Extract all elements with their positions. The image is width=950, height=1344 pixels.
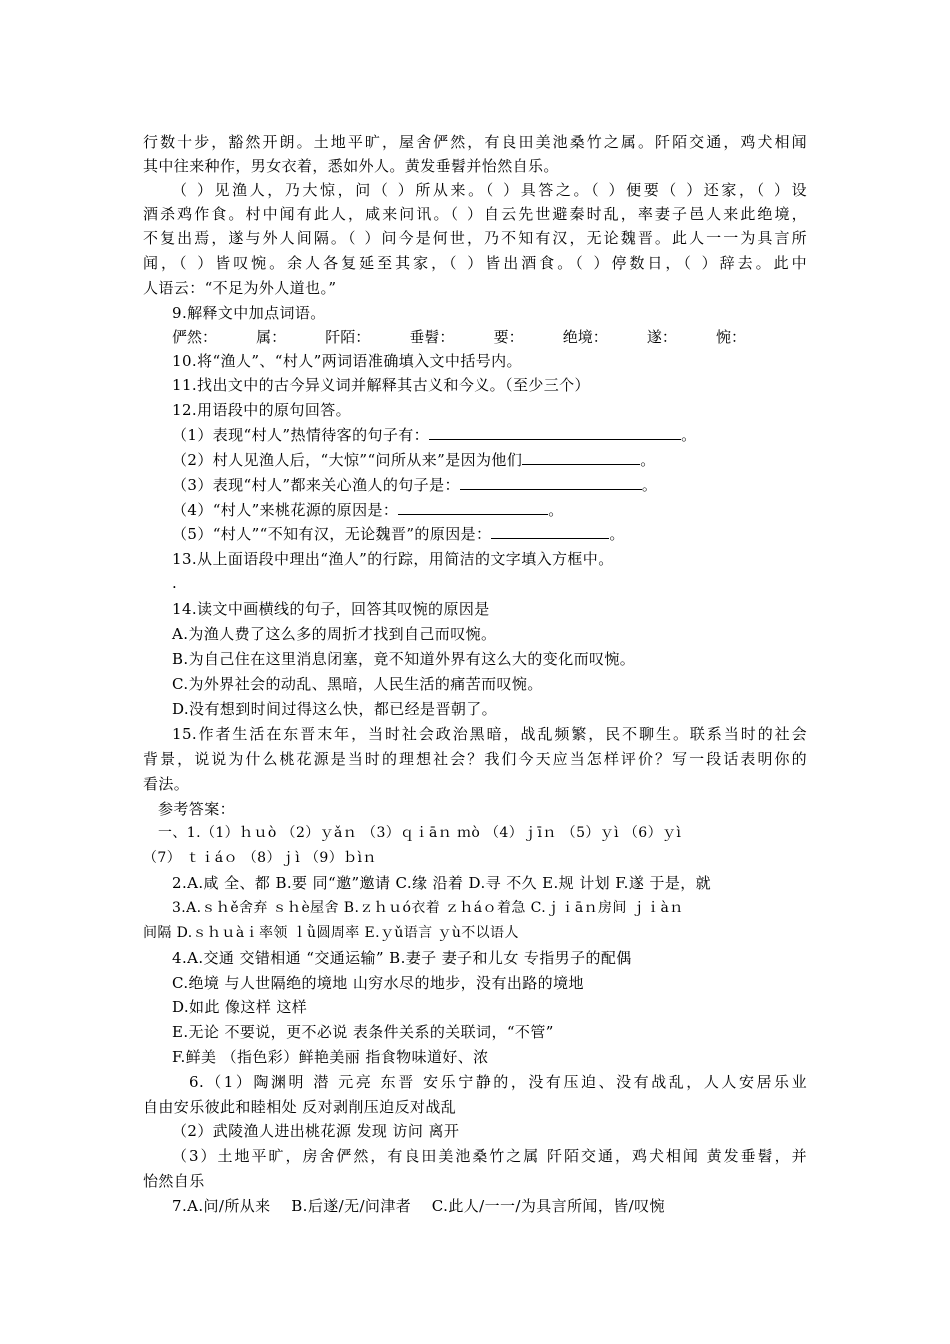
question-15: 背景，说说为什么桃花源是当时的理想社会？我们今天应当怎样评价？写一段话表明你的 <box>143 750 807 768</box>
item-end: 。 <box>609 525 625 543</box>
word-item: 绝境： <box>562 328 608 346</box>
answer-line: （3）土地平旷，房舍俨然，有良田美池桑竹之属 阡陌交通，鸡犬相闻 黄发垂髫，并 <box>172 1147 807 1165</box>
item-text: （4）“村人”来桃花源的原因是： <box>172 501 399 519</box>
answer-line: D.如此 像这样 这样 <box>172 998 308 1016</box>
passage-line: 行数十步，豁然开朗。土地平旷，屋舍俨然，有良田美池桑竹之属。阡陌交通，鸡犬相闻 <box>143 133 807 151</box>
passage-line: 酒杀鸡作食。村中闻有此人，咸来问讯。（ ）自云先世避秦时乱，率妻子邑人来此绝境， <box>143 205 807 223</box>
question-10: 10.将“渔人”、“村人”两词语准确填入文中括号内。 <box>172 352 522 370</box>
word-item: 属： <box>256 328 287 346</box>
answers-title: 参考答案： <box>158 800 236 818</box>
option-a: A.为渔人费了这么多的周折才找到自己而叹惋。 <box>172 625 497 643</box>
question-15: 15.作者生活在东晋末年，当时社会政治黑暗，战乱频繁，民不聊生。联系当时的社会 <box>172 725 807 743</box>
answer-line: 间隔 D.ｓｈｕàｉ率领 ｌǜ圆周率 E.ｙǔ语言 ｙù不以语人 <box>143 925 519 941</box>
answer-line: 7.A.问/所从来 B.后遂/无/问津者 C.此人/一一/为具言所闻，皆/叹惋 <box>172 1197 665 1215</box>
answer-line: 怡然自乐 <box>143 1172 205 1190</box>
answer-blank[interactable] <box>429 425 681 440</box>
option-b: B.为自己住在这里消息闭塞，竟不知道外界有这么大的变化而叹惋。 <box>172 650 636 668</box>
item-text: （5）“村人”“不知有汉，无论魏晋”的原因是： <box>172 525 492 543</box>
question-15: 看法。 <box>143 775 190 793</box>
item-end: 。 <box>548 501 564 519</box>
answer-line: 一、1.（1）ｈｕò （2）ｙǎｎ （3）ｑｉāｎ ｍò （4）ｊīｎ （5）ｙì （6）ｙì <box>158 825 682 841</box>
word-item: 遂： <box>646 328 677 346</box>
passage-line: 其中往来种作，男女衣着，悉如外人。黄发垂髫并怡然自乐。 <box>143 157 559 175</box>
question-12-item <box>172 475 657 495</box>
passage-line: 闻，（ ）皆叹惋。余人各复延至其家，（ ）皆出酒食。（ ）停数日，（ ）辞去。此中 <box>143 254 807 272</box>
word-item: 俨然： <box>172 328 218 346</box>
word-item: 惋： <box>715 328 746 346</box>
item-text: （1）表现“村人”热情待客的句子有： <box>172 426 430 444</box>
answer-line: （2）武陵渔人进出桃花源 发现 访问 离开 <box>172 1122 460 1140</box>
answer-line: （7） ｔｉáｏ （8）ｊì （9）ｂìｎ <box>143 850 377 866</box>
item-text: （3）表现“村人”都来关心渔人的句子是： <box>172 476 460 494</box>
question-12-title: 12.用语段中的原句回答。 <box>172 401 352 419</box>
answer-blank[interactable] <box>398 500 548 515</box>
word-item: 垂髫： <box>409 328 455 346</box>
answer-line: 3.A.ｓｈě舍弃 ｓｈè屋舍 B.ｚｈｕó衣着 ｚｈáｏ着急 C.ｊｉāｎ房间 ｊｉàｎ <box>172 900 684 916</box>
answer-blank[interactable] <box>460 475 642 490</box>
option-c: C.为外界社会的动乱、黑暗，人民生活的痛苦而叹惋。 <box>172 675 543 693</box>
stray-dot: . <box>172 574 178 592</box>
question-12-item <box>172 500 564 520</box>
question-12-item <box>172 425 697 445</box>
answer-line: 4.A.交通 交错相通 “交通运输” B.妻子 妻子和儿女 专指男子的配偶 <box>172 949 632 967</box>
answer-line: 6.（1）陶渊明 潜 元亮 东晋 安乐宁静的，没有压迫、没有战乱，人人安居乐业 <box>189 1073 807 1091</box>
passage-line: （ ）见渔人，乃大惊，问（ ）所从来。（ ）具答之。（ ）便要（ ）还家，（ ）设 <box>172 181 807 199</box>
word-item: 阡陌： <box>325 328 371 346</box>
question-9-words <box>172 327 746 347</box>
question-9-title: 9.解释文中加点词语。 <box>172 304 326 322</box>
answer-line: F.鲜美 （指色彩）鲜艳美丽 指食物味道好、浓 <box>172 1048 489 1066</box>
question-11: 11.找出文中的古今异义词并解释其古义和今义。（至少三个） <box>172 376 590 394</box>
question-14-title: 14.读文中画横线的句子，回答其叹惋的原因是 <box>172 600 490 618</box>
item-text: （2）村人见渔人后，“大惊”“问所从来”是因为他们 <box>172 451 523 469</box>
answer-line: 2.A.咸 全、都 B.要 同“邀”邀请 C.缘 沿着 D.寻 不久 E.规 计划 F.遂 于是，就 <box>172 874 712 892</box>
word-item: 要： <box>493 328 524 346</box>
item-end: 。 <box>640 451 656 469</box>
item-end: 。 <box>641 476 658 494</box>
question-13: 13.从上面语段中理出“渔人”的行踪，用简洁的文字填入方框中。 <box>172 550 614 568</box>
answer-line: C.绝境 与人世隔绝的境地 山穷水尽的地步，没有出路的境地 <box>172 974 584 992</box>
passage-line: 不复出焉，遂与外人间隔。（ ）问今是何世，乃不知有汉，无论魏晋。此人一一为具言所 <box>143 229 807 247</box>
item-end: 。 <box>681 426 697 444</box>
answer-line: E.无论 不要说，更不必说 表条件关系的关联词，“不管” <box>172 1023 554 1041</box>
answer-blank[interactable] <box>522 450 640 465</box>
answer-blank[interactable] <box>491 524 609 539</box>
answer-line: 自由安乐彼此和睦相处 反对剥削压迫反对战乱 <box>143 1098 457 1116</box>
passage-line: 人语云：“不足为外人道也。” <box>143 279 337 297</box>
question-12-item <box>172 450 656 470</box>
question-12-item <box>172 524 625 544</box>
option-d: D.没有想到时间过得这么快，都已经是晋朝了。 <box>172 700 498 718</box>
